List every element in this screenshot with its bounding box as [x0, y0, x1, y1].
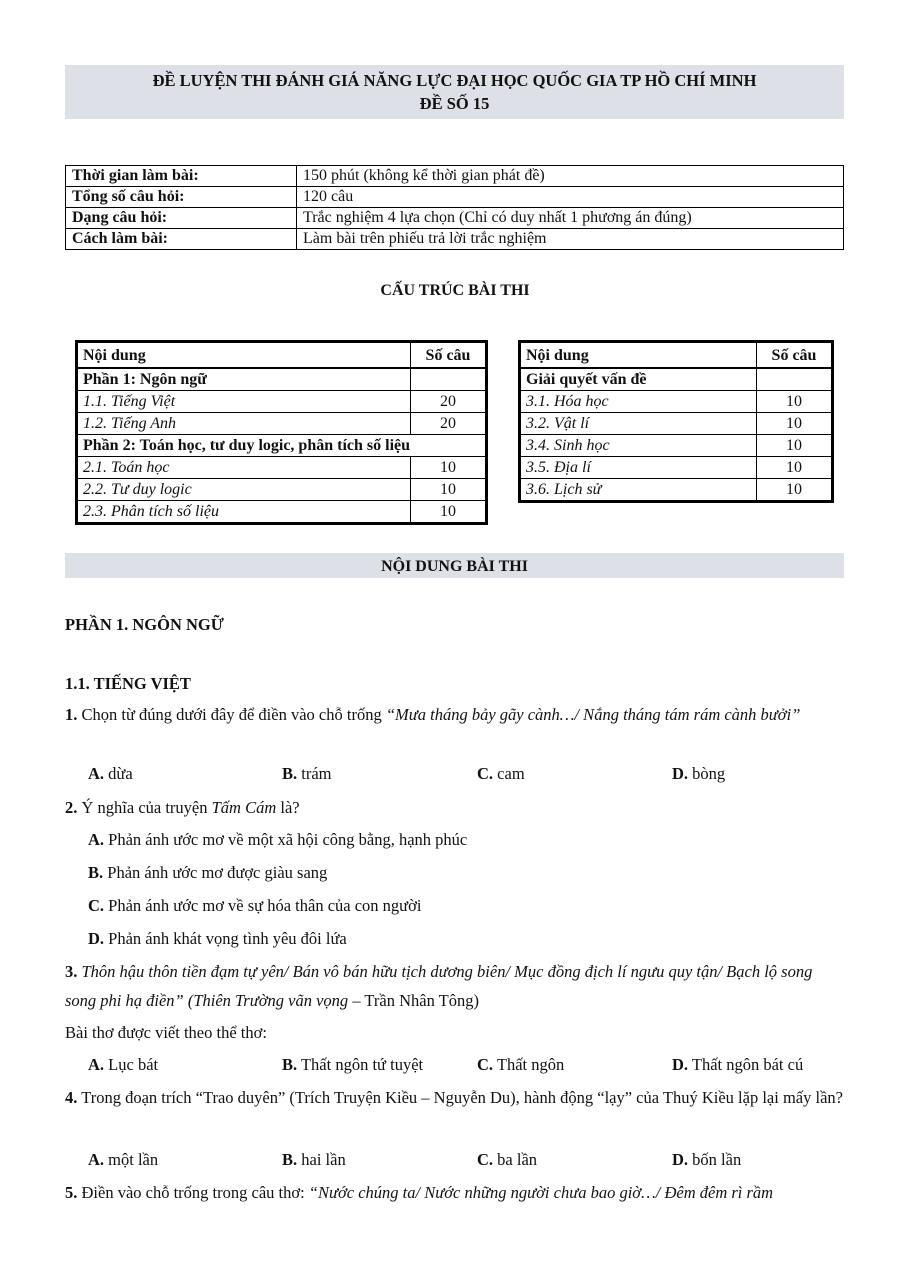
empty-cell: [411, 368, 487, 391]
option-text: ba lần: [493, 1150, 538, 1169]
info-row: [66, 166, 844, 187]
option-label: B.: [282, 1055, 298, 1074]
table-row: [520, 413, 833, 435]
row-name: 2.1. Toán học: [77, 457, 411, 479]
exam-title-banner: [65, 65, 844, 119]
option-label: D.: [672, 1150, 689, 1169]
info-value: 150 phút (không kể thời gian phát đề): [297, 166, 844, 187]
question-number: 4.: [65, 1088, 78, 1107]
option-d[interactable]: [672, 1055, 803, 1075]
table-row: [520, 435, 833, 457]
row-name: 3.5. Địa lí: [520, 457, 757, 479]
table-row: [520, 479, 833, 502]
part-label: Phần 1: Ngôn ngữ: [77, 368, 411, 391]
option-text: Thất ngôn: [493, 1055, 565, 1074]
part-row: [77, 435, 487, 457]
info-row: [66, 208, 844, 229]
part-label: Phần 2: Toán học, tư duy logic, phân tích số liệu: [77, 435, 487, 457]
row-count: 10: [757, 413, 833, 435]
table-row: [77, 391, 487, 413]
option-label: C.: [477, 1150, 494, 1169]
info-value: Làm bài trên phiếu trả lời trắc nghiệm: [297, 229, 844, 250]
exam-info-table: [65, 165, 844, 250]
row-count: 10: [411, 457, 487, 479]
table-header-row: [520, 342, 833, 369]
exam-title: ĐỀ LUYỆN THI ĐÁNH GIÁ NĂNG LỰC ĐẠI HỌC QUỐC GIA TP HỒ CHÍ MINH: [152, 71, 757, 90]
row-name: 3.1. Hóa học: [520, 391, 757, 413]
col-header-content: Nội dung: [520, 342, 757, 369]
row-name: 2.2. Tư duy logic: [77, 479, 411, 501]
info-row: [66, 187, 844, 208]
exam-number: ĐỀ SỐ 15: [419, 94, 490, 113]
option-c[interactable]: [88, 896, 421, 916]
info-row: [66, 229, 844, 250]
option-label: C.: [88, 896, 105, 915]
option-text: Phản ánh ước mơ được giàu sang: [103, 863, 328, 882]
option-text: trám: [297, 764, 332, 783]
option-label: D.: [672, 1055, 689, 1074]
question-4-options: [88, 1150, 848, 1174]
question-text: Chọn từ đúng dưới đây để điền vào chỗ trống: [77, 705, 386, 724]
question-text: Điền vào chỗ trống trong câu thơ:: [77, 1183, 309, 1202]
option-text: hai lần: [297, 1150, 346, 1169]
row-name: 1.2. Tiếng Anh: [77, 413, 411, 435]
question-quote: “Mưa tháng bảy gãy cành…/ Nắng tháng tám rám cành bưởi”: [385, 705, 801, 724]
option-label: A.: [88, 764, 105, 783]
row-count: 10: [411, 479, 487, 501]
question-2: [65, 793, 847, 822]
question-text: Ý nghĩa của truyện: [77, 798, 212, 817]
row-name: 2.3. Phân tích số liệu: [77, 501, 411, 524]
table-row: [77, 479, 487, 501]
option-text: Lục bát: [104, 1055, 159, 1074]
row-count: 20: [411, 413, 487, 435]
question-4: [65, 1083, 847, 1112]
col-header-count: Số câu: [757, 342, 833, 369]
option-text: một lần: [104, 1150, 159, 1169]
question-text: Trong đoạn trích “Trao duyên” (Trích Truyện Kiều – Nguyễn Du), hành động “lạy” của Thuý Kiều lặp lại mấy lần?: [77, 1088, 843, 1107]
option-label: D.: [88, 929, 105, 948]
info-value: 120 câu: [297, 187, 844, 208]
option-label: A.: [88, 1150, 105, 1169]
option-d[interactable]: [672, 1150, 741, 1170]
part-label: Giải quyết vấn đề: [520, 368, 757, 391]
structure-table-right: [518, 340, 834, 503]
row-name: 3.2. Vật lí: [520, 413, 757, 435]
content-banner: NỘI DUNG BÀI THI: [65, 553, 844, 578]
option-text: Thất ngôn bát cú: [688, 1055, 804, 1074]
option-b[interactable]: [282, 1150, 346, 1170]
option-c[interactable]: [477, 1055, 564, 1075]
option-d[interactable]: [672, 764, 725, 784]
question-text-end: là?: [276, 798, 300, 817]
poem-author: – Trần Nhân Tông): [348, 991, 479, 1010]
option-a[interactable]: [88, 764, 133, 784]
option-b[interactable]: [282, 1055, 423, 1075]
option-c[interactable]: [477, 764, 525, 784]
option-label: B.: [282, 1150, 298, 1169]
structure-heading: CẤU TRÚC BÀI THI: [380, 282, 530, 299]
info-key: Tổng số câu hỏi:: [66, 187, 297, 208]
row-count: 10: [757, 391, 833, 413]
section-heading: 1.1. TIẾNG VIỆT: [65, 674, 191, 693]
option-a[interactable]: [88, 830, 467, 850]
table-row: [520, 457, 833, 479]
row-count: 10: [757, 479, 833, 502]
row-count: 10: [411, 501, 487, 524]
part-row: [77, 368, 487, 391]
col-header-content: Nội dung: [77, 342, 411, 369]
question-quote: “Nước chúng ta/ Nước những người chưa bao giờ…/ Đêm đêm rì rầm: [308, 1183, 774, 1202]
row-name: 3.6. Lịch sử: [520, 479, 757, 502]
question-3-prompt: Bài thơ được viết theo thể thơ:: [65, 1023, 267, 1042]
option-text: dừa: [104, 764, 133, 783]
option-b[interactable]: [282, 764, 332, 784]
option-b[interactable]: [88, 863, 327, 883]
option-text: cam: [493, 764, 525, 783]
option-label: A.: [88, 1055, 105, 1074]
option-text: Phản ánh ước mơ về sự hóa thân của con người: [104, 896, 422, 915]
question-5: [65, 1178, 847, 1207]
row-count: 20: [411, 391, 487, 413]
option-text: Phản ánh ước mơ về một xã hội công bằng, hạnh phúc: [104, 830, 468, 849]
option-label: B.: [88, 863, 104, 882]
table-row: [77, 457, 487, 479]
row-count: 10: [757, 435, 833, 457]
question-number: 1.: [65, 705, 78, 724]
option-label: A.: [88, 830, 105, 849]
row-count: 10: [757, 457, 833, 479]
question-number: 3.: [65, 962, 78, 981]
question-number: 5.: [65, 1183, 78, 1202]
option-d[interactable]: [88, 929, 347, 949]
poem-text: Thôn hậu thôn tiền đạm tự yên/ Bán vô bán hữu tịch dương biên/ Mục đồng địch lí ngưu quy tận/ Bạch lộ song song phi hạ điền” (Thiên Trường vãn vọng: [65, 962, 813, 1010]
option-text: bốn lần: [688, 1150, 742, 1169]
table-row: [77, 413, 487, 435]
table-header-row: [77, 342, 487, 369]
question-number: 2.: [65, 798, 78, 817]
option-a[interactable]: [88, 1055, 158, 1075]
row-name: 3.4. Sinh học: [520, 435, 757, 457]
info-key: Thời gian làm bài:: [66, 166, 297, 187]
table-row: [77, 501, 487, 524]
option-text: Phản ánh khát vọng tình yêu đôi lứa: [104, 929, 347, 948]
part1-heading: PHẦN 1. NGÔN NGỮ: [65, 615, 224, 634]
info-key: Dạng câu hỏi:: [66, 208, 297, 229]
question-3-options: [88, 1055, 848, 1079]
row-name: 1.1. Tiếng Việt: [77, 391, 411, 413]
option-label: B.: [282, 764, 298, 783]
option-label: D.: [672, 764, 689, 783]
empty-cell: [757, 368, 833, 391]
info-key: Cách làm bài:: [66, 229, 297, 250]
part-row: [520, 368, 833, 391]
option-c[interactable]: [477, 1150, 537, 1170]
option-label: C.: [477, 764, 494, 783]
question-1: [65, 700, 847, 729]
option-text: Thất ngôn tứ tuyệt: [297, 1055, 424, 1074]
col-header-count: Số câu: [411, 342, 487, 369]
story-title: Tấm Cám: [211, 798, 277, 817]
option-label: C.: [477, 1055, 494, 1074]
table-row: [520, 391, 833, 413]
structure-table-left: [75, 340, 488, 525]
option-text: bòng: [688, 764, 726, 783]
info-value: Trắc nghiệm 4 lựa chọn (Chỉ có duy nhất 1 phương án đúng): [297, 208, 844, 229]
question-1-options: [88, 764, 848, 788]
option-a[interactable]: [88, 1150, 158, 1170]
question-3: [65, 957, 847, 1015]
